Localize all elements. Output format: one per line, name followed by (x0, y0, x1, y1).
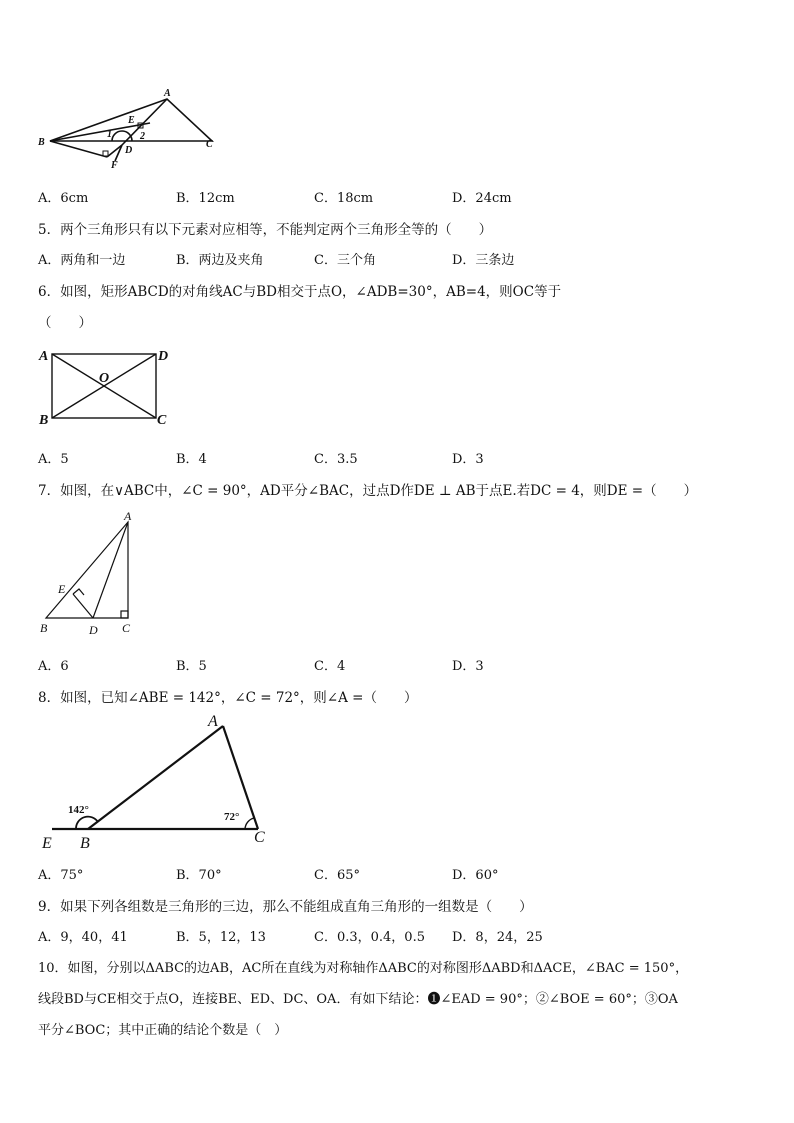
q5-option-a: A．两角和一边 (38, 253, 126, 268)
q9-option-b: B．5，12，13 (176, 930, 266, 945)
q5-stem: 5．两个三角形只有以下元素对应相等，不能判定两个三角形全等的（ ） (38, 222, 493, 238)
q4-option-c: C．18cm (314, 191, 374, 206)
figure-q8-triangle (36, 712, 276, 854)
fig4-label-a: A (164, 88, 171, 99)
figure-q4 (30, 85, 230, 175)
q4-option-a: A．6cm (38, 191, 89, 206)
fig6-label-d: D (158, 349, 169, 364)
q8-stem: 8．如图，已知∠ABE = 142°，∠C = 72°，则∠A =（ ） (38, 690, 418, 706)
fig4-label-b: B (38, 137, 45, 148)
q6-option-b: B．4 (176, 452, 207, 467)
q6-option-a: A．5 (38, 452, 69, 467)
q9-option-a: A．9，40，41 (38, 930, 128, 945)
q6-stem: 6．如图，矩形ABCD的对角线AC与BD相交于点O，∠ADB=30°，AB=4，则OC等于 (38, 284, 562, 300)
q9-option-c: C．0.3，0.4，0.5 (314, 930, 425, 945)
fig4-label-2: 2 (140, 131, 145, 142)
fig8-label-e: E (42, 835, 52, 852)
q5-option-d: D．三条边 (452, 253, 515, 268)
q6-stem-paren: （ ） (38, 315, 92, 331)
q8-option-a: A．75° (38, 868, 84, 883)
q10-stem-line1: 10．如图，分别以ΔABC的边AB，AC所在直线为对称轴作ΔABC的对称图形ΔABD和ΔACE，∠BAC = 150°， (38, 961, 689, 976)
q7-option-b: B．5 (176, 659, 207, 674)
q10-stem-line3: 平分∠BOC；其中正确的结论个数是（ ） (38, 1023, 288, 1038)
q9-option-d: D．8，24，25 (452, 930, 543, 945)
q7-option-d: D．3 (452, 659, 484, 674)
q6-option-d: D．3 (452, 452, 484, 467)
fig6-label-c: C (157, 413, 167, 428)
fig8-label-c: C (254, 829, 265, 846)
fig4-label-d: D (125, 145, 133, 156)
fig7-label-e: E (58, 582, 66, 596)
q7-option-a: A．6 (38, 659, 69, 674)
fig8-angle-72: 72° (224, 811, 240, 823)
figure-q6-rectangle (36, 344, 176, 428)
fig8-label-b: B (80, 835, 90, 852)
fig4-label-f: F (111, 160, 118, 171)
fig8-angle-142: 142° (68, 804, 89, 816)
q9-stem: 9．如果下列各组数是三角形的三边，那么不能组成直角三角形的一组数是（ ） (38, 899, 533, 915)
fig7-label-b: B (40, 621, 48, 635)
q8-option-c: C．65° (314, 868, 360, 883)
q4-option-b: B．12cm (176, 191, 235, 206)
fig7-label-d: D (89, 623, 98, 637)
q10-stem-line2: 线段BD与CE相交于点O，连接BE、ED、DC、OA．有如下结论：❶∠EAD = 90°；②∠BOE = 60°；③OA (38, 992, 678, 1007)
fig4-label-c: C (206, 139, 213, 150)
fig7-label-a: A (124, 509, 132, 523)
q8-option-d: D．60° (452, 868, 499, 883)
fig7-label-c: C (122, 621, 131, 635)
q7-option-c: C．4 (314, 659, 346, 674)
fig6-label-o: O (99, 371, 110, 386)
q5-option-b: B．两边及夹角 (176, 253, 264, 268)
fig4-label-1: 1 (107, 129, 112, 140)
fig8-label-a: A (208, 713, 218, 730)
q8-option-b: B．70° (176, 868, 222, 883)
q7-stem: 7．如图，在∨ABC中，∠C = 90°，AD平分∠BAC，过点D作DE ⊥ AB于点E.若DC = 4，则DE =（ ） (38, 483, 698, 499)
fig6-label-a: A (39, 349, 49, 364)
fig4-label-e: E (128, 115, 135, 126)
fig6-label-b: B (39, 413, 49, 428)
q5-option-c: C．三个角 (314, 253, 376, 268)
figure-q7-triangle (36, 508, 146, 638)
q6-option-c: C．3.5 (314, 452, 358, 467)
q4-option-d: D．24cm (452, 191, 512, 206)
